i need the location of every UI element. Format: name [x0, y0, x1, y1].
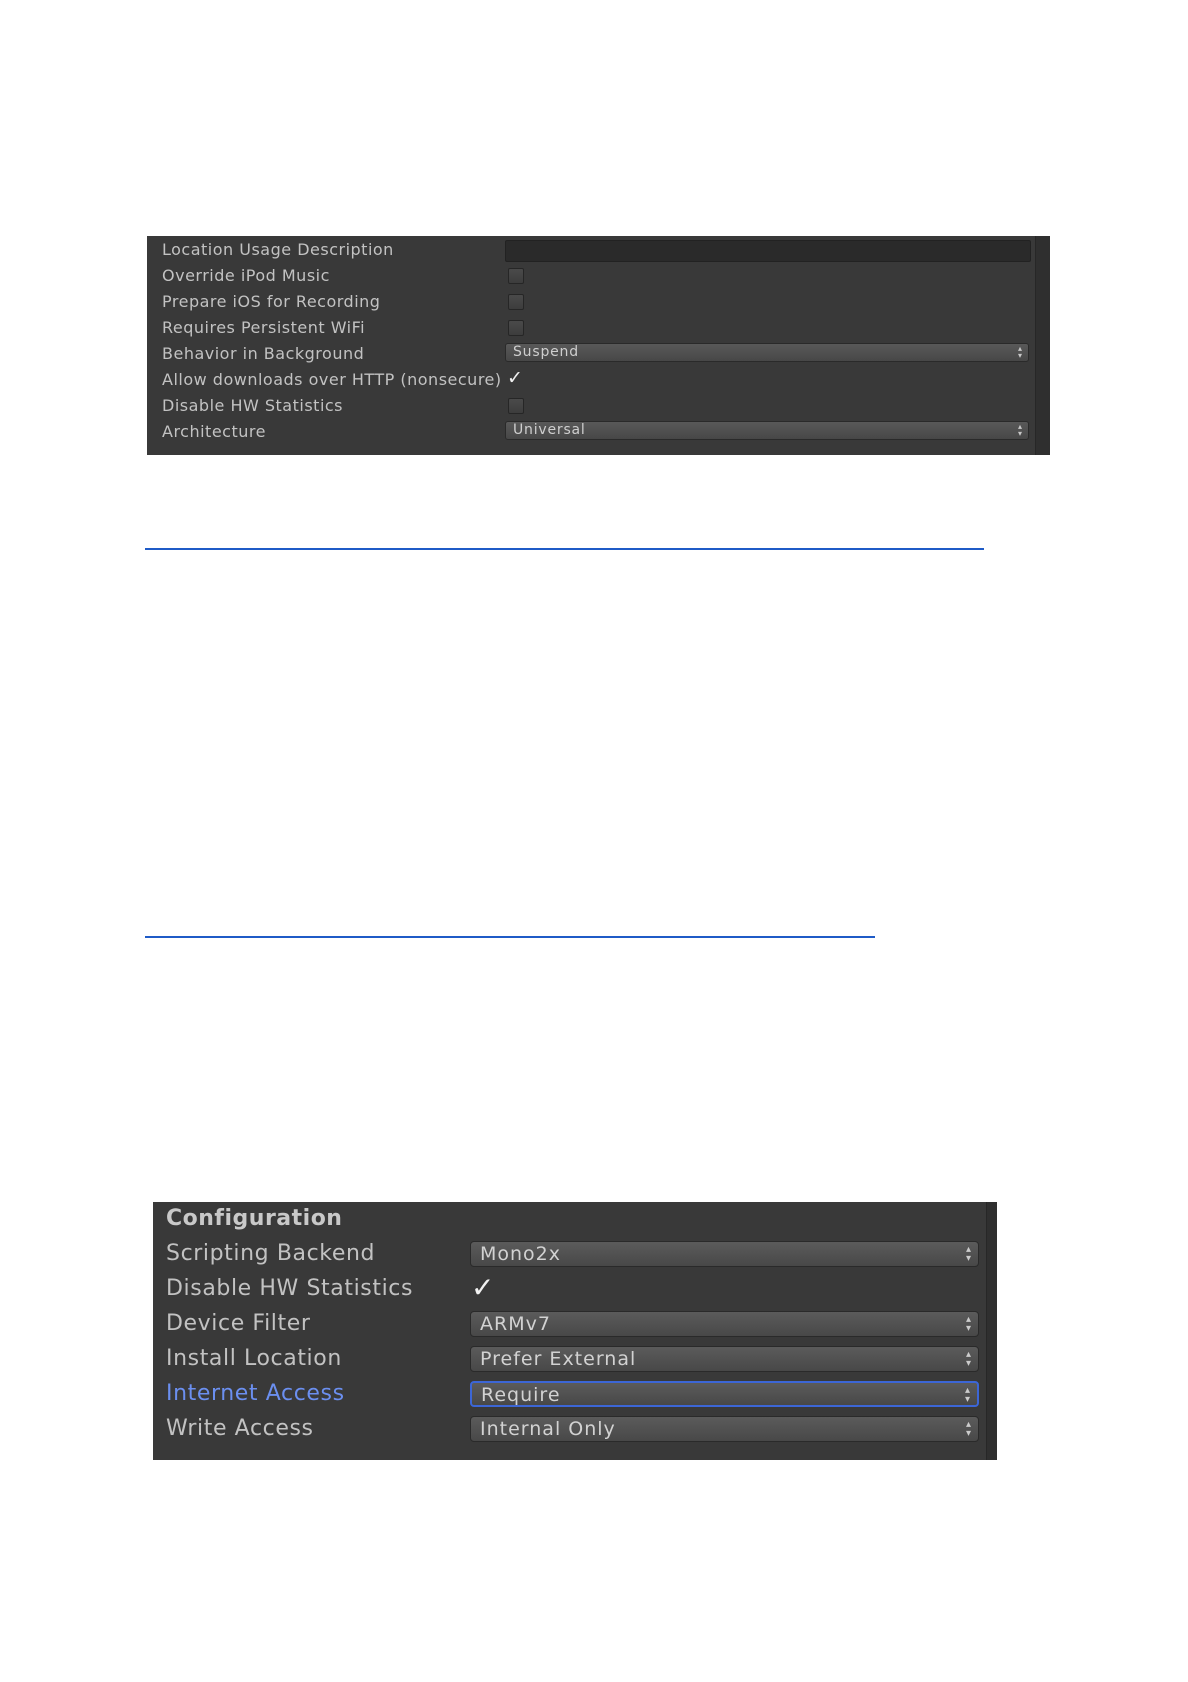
dropdown-arrows-icon: ▴ ▾ [1017, 344, 1022, 360]
disable-hw-statistics-checkbox[interactable] [508, 398, 524, 414]
scrollbar-track[interactable] [1035, 236, 1050, 455]
scripting-backend-dropdown[interactable] [470, 1241, 979, 1267]
ios-settings-panel [147, 236, 1050, 455]
dropdown-value: Mono2x [480, 1243, 562, 1265]
dropdown-value: Suspend [513, 344, 579, 360]
prepare-ios-recording-checkbox[interactable] [508, 294, 524, 310]
dropdown-arrows-icon: ▴ ▾ [964, 1385, 970, 1405]
dropdown-value: Require [481, 1384, 561, 1406]
row-label: Scripting Backend [166, 1241, 376, 1266]
row-label: Behavior in Background [162, 344, 365, 363]
row-install-location [153, 1343, 987, 1377]
row-disable-hw-statistics [147, 392, 1036, 418]
install-location-dropdown[interactable] [470, 1346, 979, 1372]
behavior-in-background-dropdown[interactable] [505, 343, 1029, 362]
dropdown-arrows-icon: ▴ ▾ [965, 1314, 971, 1334]
requires-persistent-wifi-checkbox[interactable] [508, 320, 524, 336]
row-location-usage-description [147, 236, 1036, 262]
architecture-dropdown[interactable] [505, 421, 1029, 440]
row-prepare-ios-recording [147, 288, 1036, 314]
row-label: Prepare iOS for Recording [162, 292, 381, 311]
divider-line [145, 936, 875, 938]
dropdown-value: ARMv7 [480, 1313, 551, 1335]
scrollbar-track[interactable] [986, 1202, 997, 1460]
section-title: Configuration [166, 1206, 343, 1231]
allow-http-downloads-checkbox[interactable]: ✓ [507, 367, 523, 389]
row-behavior-in-background [147, 340, 1036, 366]
override-ipod-music-checkbox[interactable] [508, 268, 524, 284]
row-label: Architecture [162, 422, 266, 441]
dropdown-value: Universal [513, 422, 586, 438]
row-label: Device Filter [166, 1311, 311, 1336]
row-label: Location Usage Description [162, 240, 394, 259]
row-disable-hw-statistics [153, 1273, 987, 1307]
dropdown-value: Internal Only [480, 1418, 616, 1440]
internet-access-dropdown[interactable] [470, 1381, 979, 1407]
row-label: Override iPod Music [162, 266, 330, 285]
row-label: Allow downloads over HTTP (nonsecure) [162, 370, 502, 389]
divider-line [145, 548, 984, 550]
dropdown-value: Prefer External [480, 1348, 637, 1370]
row-override-ipod-music [147, 262, 1036, 288]
row-label: Internet Access [166, 1381, 345, 1406]
row-allow-http-downloads [147, 366, 1036, 392]
row-scripting-backend [153, 1238, 987, 1272]
dropdown-arrows-icon: ▴ ▾ [965, 1419, 971, 1439]
row-label: Requires Persistent WiFi [162, 318, 366, 337]
row-internet-access [153, 1378, 987, 1412]
row-label: Install Location [166, 1346, 342, 1371]
location-usage-description-input[interactable] [505, 240, 1031, 262]
device-filter-dropdown[interactable] [470, 1311, 979, 1337]
dropdown-arrows-icon: ▴ ▾ [1017, 422, 1022, 438]
android-configuration-panel [153, 1202, 997, 1460]
row-architecture [147, 418, 1036, 444]
dropdown-arrows-icon: ▴ ▾ [965, 1244, 971, 1264]
row-write-access [153, 1413, 987, 1447]
row-requires-persistent-wifi [147, 314, 1036, 340]
row-label: Disable HW Statistics [162, 396, 344, 415]
dropdown-arrows-icon: ▴ ▾ [965, 1349, 971, 1369]
row-label: Write Access [166, 1416, 314, 1441]
write-access-dropdown[interactable] [470, 1416, 979, 1442]
disable-hw-statistics-checkbox[interactable]: ✓ [471, 1271, 495, 1304]
row-label: Disable HW Statistics [166, 1276, 414, 1301]
row-device-filter [153, 1308, 987, 1342]
